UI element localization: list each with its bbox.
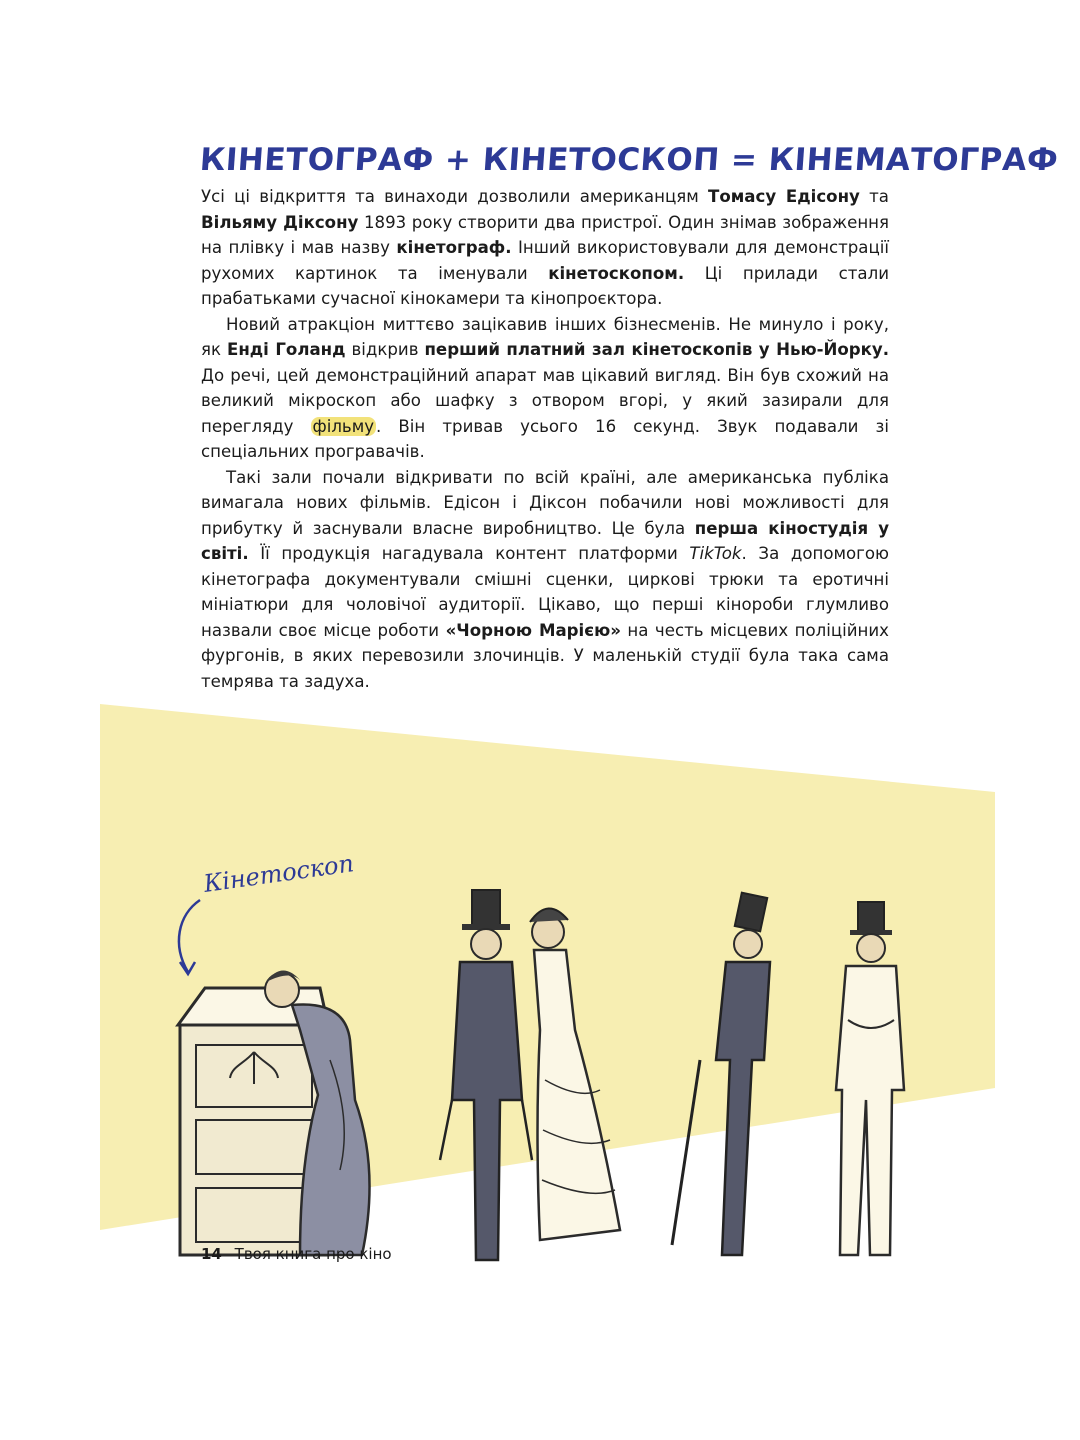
book-title: Твоя книга про кіно [234, 1245, 392, 1263]
bold-run: перший платний зал кінетоскопів у Нью-Йорку. [424, 340, 890, 359]
bold-run: кінетограф. [396, 238, 512, 257]
text-run: Ці прилади стали прабатьками сучасної кінокамери та кінопроєктора. [201, 263, 889, 308]
page-footer [201, 1245, 392, 1263]
bold-run: кінетоскопом. [548, 263, 685, 283]
text-run: 1893 року створити два пристрої. Один знімав зображення на плівку і мав назву [201, 212, 890, 257]
bold-run: Вільяму Діксону [201, 212, 359, 232]
bold-run: перша кіностудія у світі. [201, 518, 890, 563]
text-run: відкрив [345, 340, 425, 359]
text-run: Її продукція нагадувала контент платформи [248, 544, 690, 563]
italic-run: TikTok [689, 544, 742, 563]
paragraph-2 [201, 312, 889, 465]
page-heading: КІНЕТОГРАФ + КІНЕТОСКОП = КІНЕМАТОГРАФ [198, 142, 1060, 178]
text-run: Новий атракціон миттєво зацікавив інших бізнесменів. Не минуло і року, як [201, 314, 889, 359]
text-run: на честь місцевих поліційних фургонів, в яких перевозили злочинців. У маленькій студії була така сама темрява та задуха. [201, 620, 889, 691]
bold-run: Енді Голанд [226, 340, 346, 359]
text-run: Інший використовували для демонстрації рухомих картинок та іменували [201, 238, 889, 283]
bold-run: Томасу Едісону [708, 187, 860, 206]
text-run: Такі зали почали відкривати по всій країні, але американська публіка вимагала нових фільмів. Едісон і Діксон побачили нові можливості для прибутку й заснували власне виробництво. Це була [201, 467, 889, 538]
paragraph-1 [201, 184, 889, 312]
body-text [201, 184, 889, 694]
text-run: До речі, цей демонстраційний апарат мав цікавий вигляд. Він був схожий на великий мікроскоп або шафку з отвором вгорі, у який зазирали для перегляду [201, 365, 889, 436]
page-number: 14 [201, 1245, 222, 1263]
text-run: . Він тривав усього 16 секунд. Звук подавали зі спеціальних програвачів. [201, 416, 889, 461]
text-run: та [859, 187, 889, 206]
callout-label: Кінетоскоп [201, 849, 356, 898]
text-run: . За допомогою кінетографа документували смішні сценки, циркові трюки та еротичні мініатюри для чоловічої аудиторії. Цікаво, що перші кінороби глумливо назвали своє місце роботи [201, 544, 889, 640]
bold-run: «Чорною Марією» [445, 620, 621, 640]
highlighted-word: фільму [312, 416, 375, 436]
paragraph-3 [201, 465, 889, 695]
text-run: Усі ці відкриття та винаходи дозволили американцям [201, 187, 709, 206]
kinetoscope-illustration [0, 700, 1080, 1280]
